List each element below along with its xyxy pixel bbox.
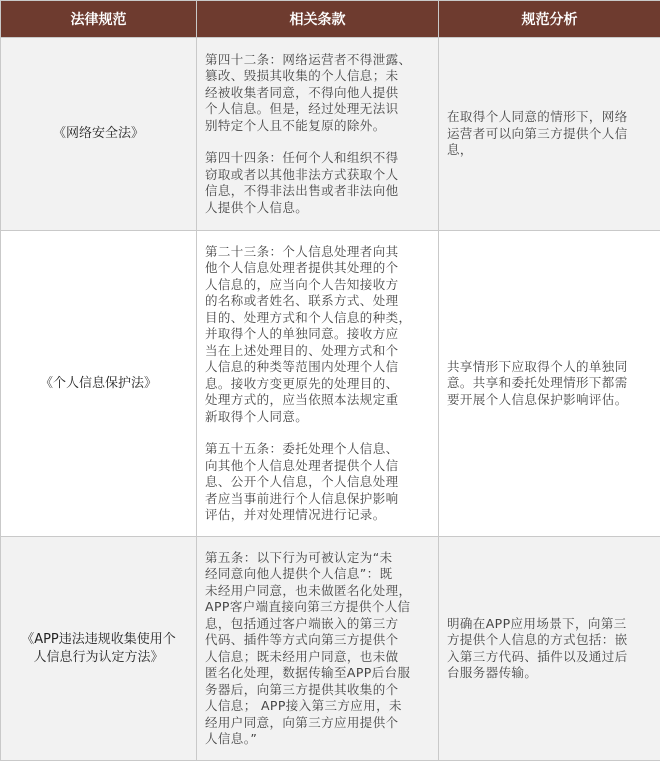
table-row-pipl (1, 231, 660, 537)
articles-cell (197, 231, 439, 537)
law-name-cell (1, 537, 197, 761)
articles-cell (197, 38, 439, 231)
article-text: 第四十四条：任何个人和组织不得 窃取或者以其他非法方式获取个人 信息，不得非法出售或者非法向他 人提供个人信息。 (205, 150, 399, 215)
analysis-cell (439, 231, 660, 537)
analysis-text: 共享情形下应取得个人的单独同 意。共享和委托处理情形下都需 要开展个人信息保护影响评估。 (447, 358, 628, 407)
article-text: 第五十五条：委托处理个人信息、 向其他个人信息处理者提供个人信 息、公开个人信息，个人信息处理 者应当事前进行个人信息保护影响 评估，并对处理情况进行记录。 (205, 441, 399, 522)
header-law: 法律规范 (1, 1, 197, 38)
law-name: 《个人信息保护法》 (39, 375, 157, 391)
header-articles: 相关条款 (197, 1, 439, 38)
header-row (1, 1, 660, 38)
table-row-app-regulation (1, 537, 660, 761)
table-row-cybersecurity-law (1, 38, 660, 231)
analysis-cell (439, 38, 660, 231)
header-analysis: 规范分析 (439, 1, 660, 38)
analysis-text: 明确在APP应用场景下，向第三 方提供个人信息的方式包括：嵌 入第三方代码、插件以及通过后 台服务器传输。 (447, 615, 628, 680)
law-name: 《APP违法违规收集使用个 人信息行为认定方法》 (21, 631, 176, 665)
analysis-cell (439, 537, 660, 761)
article-text: 第二十三条：个人信息处理者向其 他个人信息处理者提供其处理的个 人信息的，应当向个人告知接收方 的名称或者姓名、联系方式、处理 目的、处理方式和个人信息的种类， 并取得个人的单独同意。接收方应 当在上述处理目的、处理方式和个 人信息的种类等范围内处理个人信 息。接收方变更原先的处理目的、 处理方式的，应当依照本法规定重 新取得个人同意。 (205, 243, 412, 424)
article-text: 第四十二条：网络运营者不得泄露、 篡改、毁损其收集的个人信息；未 经被收集者同意，不得向他人提供 个人信息。但是，经过处理无法识 别特定个人且不能复原的除外。 (205, 51, 412, 133)
article-text: 第五条：以下行为可被认定为“未 经同意向他人提供个人信息”：既 未经用户同意，也未做匿名化处理， APP客户端直接向第三方提供个人信 息，包括通过客户端嵌入的第三方 代码、插件等方式向第三方提供个 人信息；既未经用户同意，也未做 匿名化处理，数据传输至APP后台服 务器后，向第三方提供其收集的个 人信息； APP接入第三方应用，未 经用户同意，向第三方应用提供个 人信息。” (205, 549, 412, 746)
law-name-cell (1, 231, 197, 537)
law-name: 《网络安全法》 (52, 126, 144, 141)
law-name-cell (1, 38, 197, 231)
articles-cell (197, 537, 439, 761)
analysis-text: 在取得个人同意的情形下，网络 运营者可以向第三方提供个人信 息， (447, 109, 628, 158)
